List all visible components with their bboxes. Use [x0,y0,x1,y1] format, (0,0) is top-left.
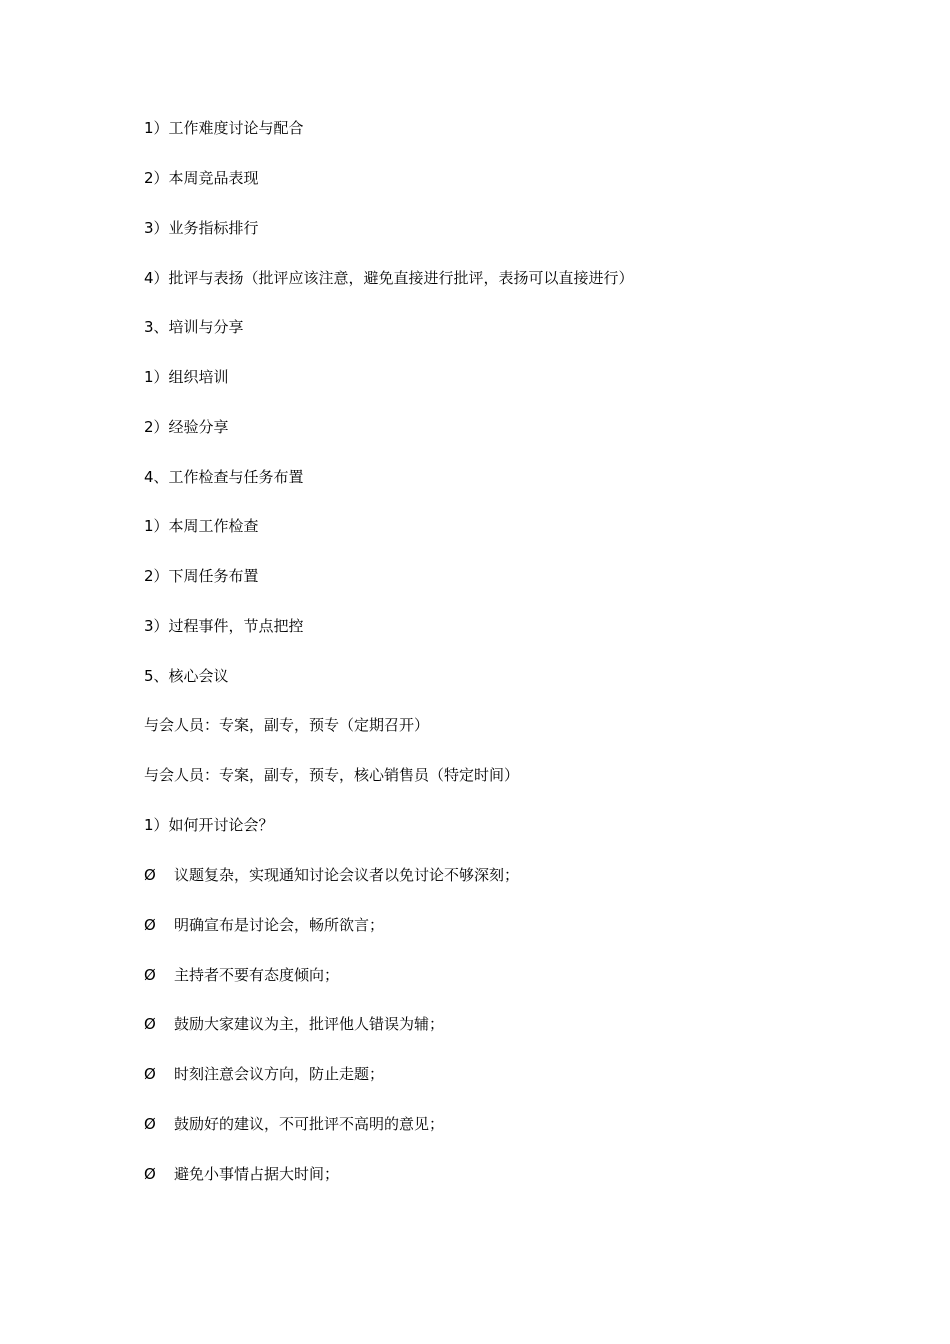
bullet-text: 主持者不要有态度倾向； [174,966,340,984]
bullet-icon: Ø [144,966,156,984]
bullet-text: 议题复杂，实现通知讨论会议者以免讨论不够深刻； [174,866,520,884]
section-heading: 4、工作检查与任务布置 [144,468,304,486]
doc-line: 与会人员：专案，副专，预专，核心销售员（特定时间） [144,766,520,784]
bullet-icon: Ø [144,916,156,934]
bullet-icon: Ø [144,1065,156,1083]
doc-line: 1）本周工作检查 [144,517,259,535]
bullet-text: 鼓励好的建议，不可批评不高明的意见； [174,1115,445,1133]
section-heading: 3、培训与分享 [144,318,244,336]
bullet-icon: Ø [144,1115,156,1133]
doc-line: 1）工作难度讨论与配合 [144,119,304,137]
bullet-icon: Ø [144,1165,156,1183]
doc-line: 与会人员：专案，副专，预专（定期召开） [144,716,430,734]
doc-line: 2）下周任务布置 [144,567,259,585]
doc-line: 4）批评与表扬（批评应该注意，避免直接进行批评，表扬可以直接进行） [144,269,634,287]
section-heading: 5、核心会议 [144,667,229,685]
bullet-item [144,1014,844,1034]
bullet-item [144,1064,844,1084]
bullet-icon: Ø [144,1015,156,1033]
bullet-text: 时刻注意会议方向，防止走题； [174,1065,385,1083]
doc-line: 1）组织培训 [144,368,229,386]
bullet-item [144,1114,844,1134]
bullet-icon: Ø [144,866,156,884]
bullet-item [144,965,844,985]
doc-line: 3）业务指标排行 [144,219,259,237]
doc-line: 2）经验分享 [144,418,229,436]
bullet-text: 避免小事情占据大时间； [174,1165,340,1183]
bullet-text: 鼓励大家建议为主，批评他人错误为辅； [174,1015,445,1033]
bullet-item [144,1164,844,1184]
doc-line: 2）本周竞品表现 [144,169,259,187]
bullet-item [144,865,844,885]
doc-line: 1）如何开讨论会？ [144,816,274,834]
bullet-text: 明确宣布是讨论会，畅所欲言； [174,916,385,934]
bullet-item [144,915,844,935]
doc-line: 3）过程事件，节点把控 [144,617,304,635]
